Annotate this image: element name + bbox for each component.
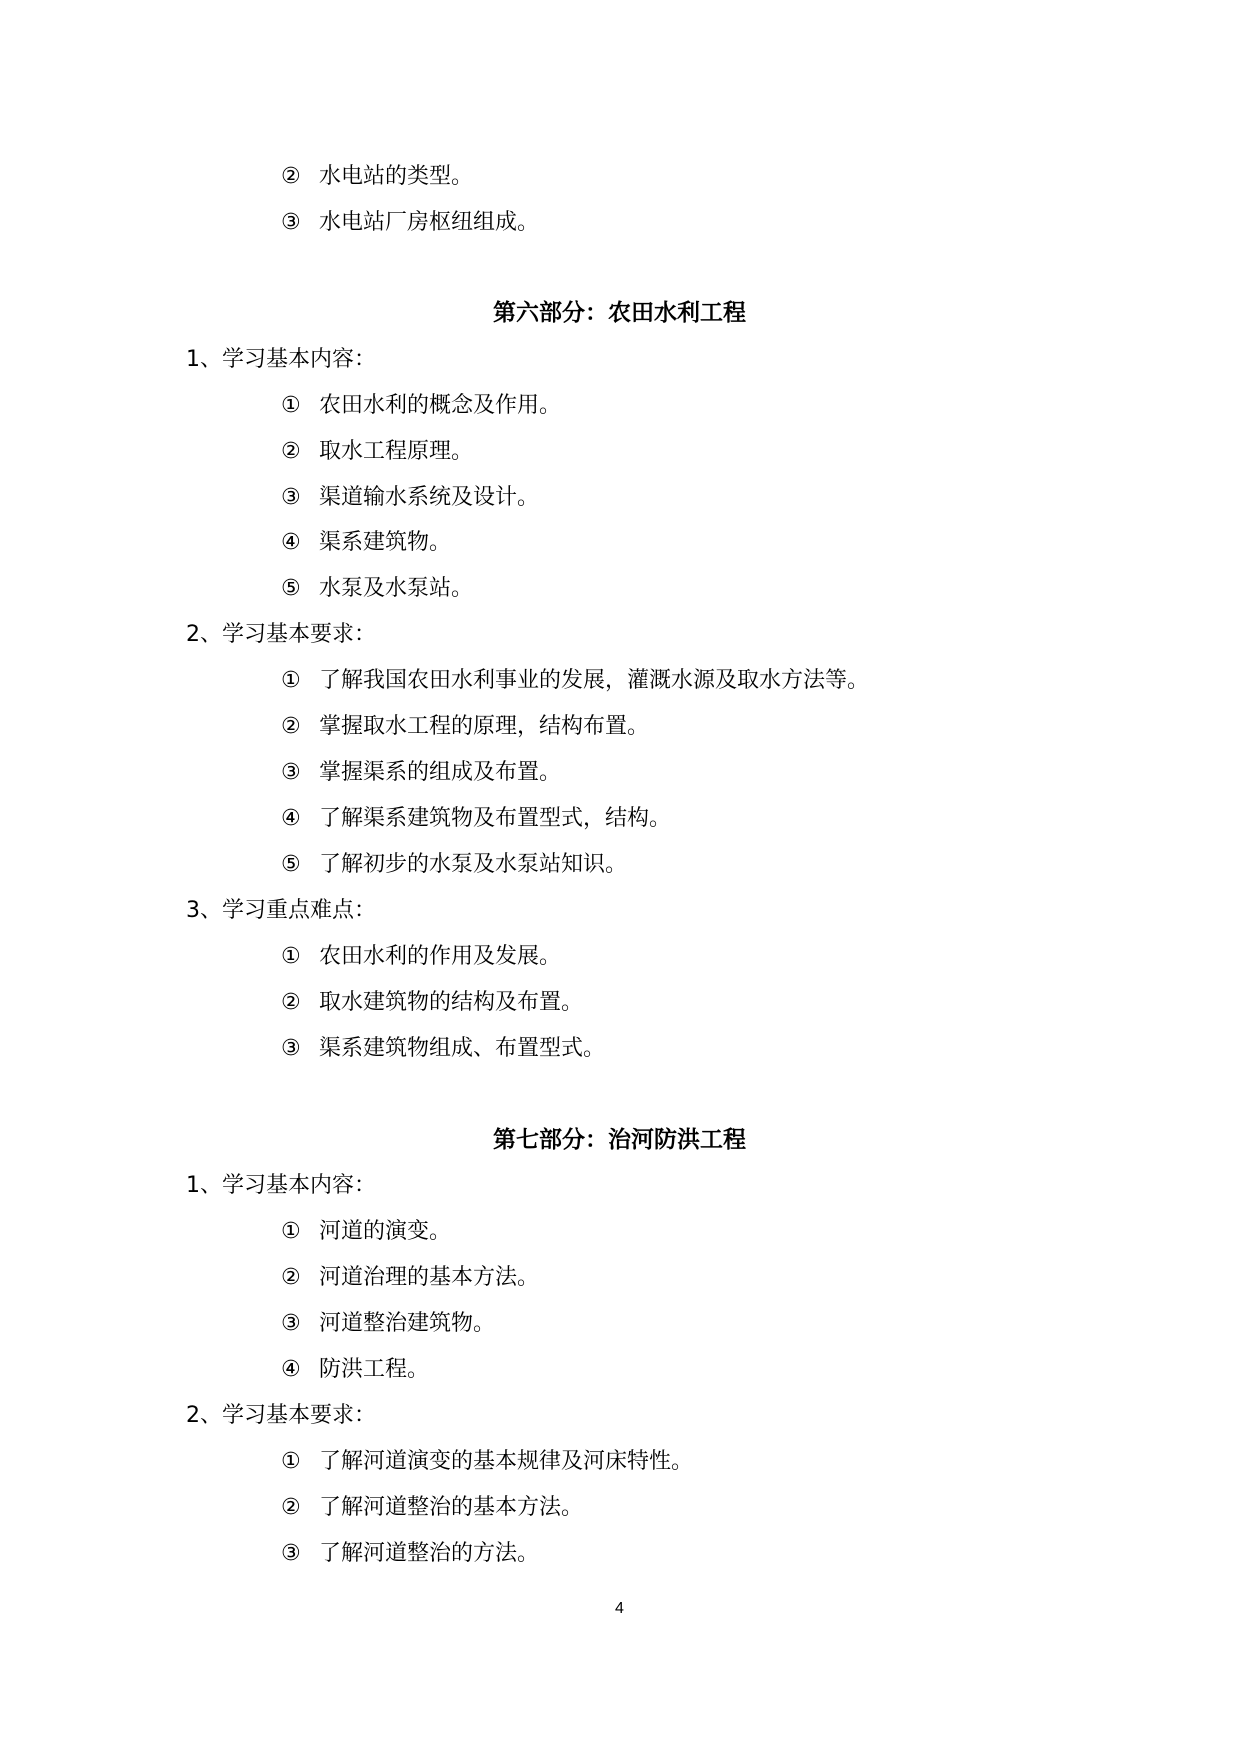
list-item: ④ 防洪工程。 xyxy=(281,1357,430,1382)
list-item: ④ 渠系建筑物。 xyxy=(281,530,452,555)
section-heading-part7: 第七部分：治河防洪工程 xyxy=(493,1127,746,1153)
subsection-label: 2、学习基本要求： xyxy=(186,1403,376,1428)
section-heading-part6: 第六部分：农田水利工程 xyxy=(493,300,746,326)
list-item: ② 取水建筑物的结构及布置。 xyxy=(281,990,584,1015)
list-item: ① 了解河道演变的基本规律及河床特性。 xyxy=(281,1449,694,1474)
page-number: 4 xyxy=(615,1600,624,1617)
list-item: ③ 河道整治建筑物。 xyxy=(281,1311,496,1336)
list-item: ① 了解我国农田水利事业的发展，灌溉水源及取水方法等。 xyxy=(281,668,870,693)
subsection-label: 1、学习基本内容： xyxy=(186,347,376,372)
subsection-label: 3、学习重点难点： xyxy=(186,898,376,923)
list-item: ⑤ 水泵及水泵站。 xyxy=(281,576,474,601)
list-item: ① 河道的演变。 xyxy=(281,1219,452,1244)
list-item: ⑤ 了解初步的水泵及水泵站知识。 xyxy=(281,852,628,877)
list-item: ① 农田水利的作用及发展。 xyxy=(281,944,562,969)
list-item: ① 农田水利的概念及作用。 xyxy=(281,393,562,418)
list-item: ② 取水工程原理。 xyxy=(281,439,474,464)
list-item: ② 河道治理的基本方法。 xyxy=(281,1265,540,1290)
subsection-label: 2、学习基本要求： xyxy=(186,622,376,647)
list-item: ③ 了解河道整治的方法。 xyxy=(281,1541,540,1566)
list-item: ② 掌握取水工程的原理，结构布置。 xyxy=(281,714,650,739)
list-item: ③ 渠道输水系统及设计。 xyxy=(281,485,540,510)
list-item: ③ 掌握渠系的组成及布置。 xyxy=(281,760,562,785)
list-item: ② 水电站的类型。 xyxy=(281,164,474,189)
list-item: ② 了解河道整治的基本方法。 xyxy=(281,1495,584,1520)
list-item: ③ 渠系建筑物组成、布置型式。 xyxy=(281,1036,606,1061)
subsection-label: 1、学习基本内容： xyxy=(186,1173,376,1198)
list-item: ③ 水电站厂房枢纽组成。 xyxy=(281,210,540,235)
list-item: ④ 了解渠系建筑物及布置型式，结构。 xyxy=(281,806,672,831)
